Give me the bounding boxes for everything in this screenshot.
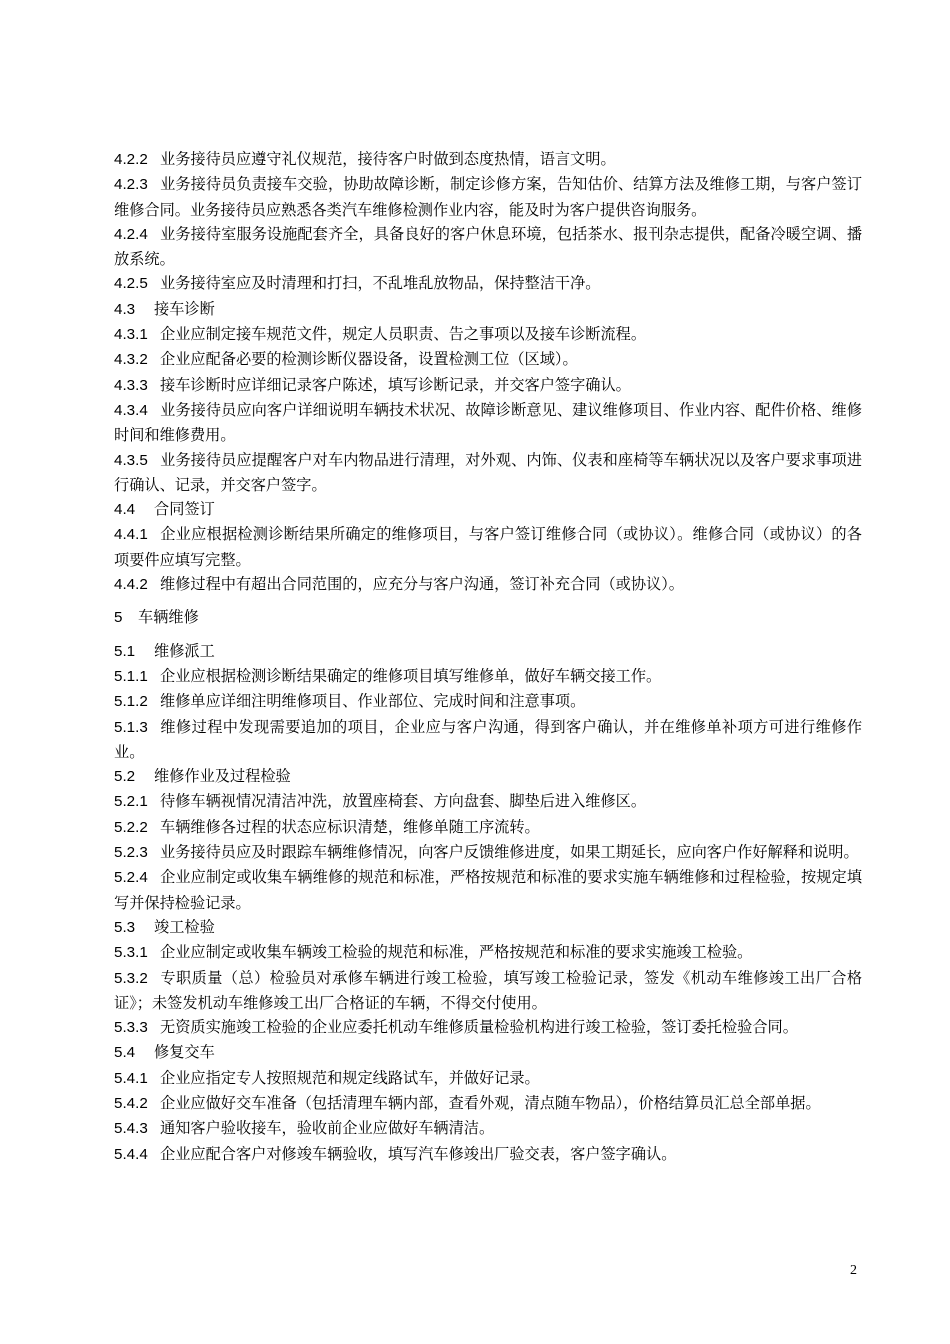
clause-paragraph xyxy=(114,1142,862,1167)
clause-paragraph xyxy=(114,966,862,1016)
clause-number: 4.3.3 xyxy=(114,376,148,394)
clause-number: 4.4 xyxy=(114,501,136,519)
section-heading xyxy=(114,915,862,940)
document-body xyxy=(114,147,862,1167)
clause-text: 企业应配合客户对修竣车辆验收，填写汽车修竣出厂验交表，客户签字确认。 xyxy=(160,1144,677,1163)
clause-paragraph xyxy=(114,522,862,572)
clause-number: 5.4.4 xyxy=(114,1145,148,1163)
clause-text: 企业应制定接车规范文件，规定人员职责、告之事项以及接车诊断流程。 xyxy=(160,325,646,344)
clause-text: 合同签订 xyxy=(154,500,215,519)
clause-paragraph xyxy=(114,840,862,865)
clause-text: 企业应根据检测诊断结果所确定的维修项目，与客户签订维修合同（或协议）。维修合同（或协议）的各项要件应填写完整。 xyxy=(114,525,862,569)
clause-number: 5.4 xyxy=(114,1044,136,1062)
clause-paragraph xyxy=(114,373,862,398)
clause-number: 4.4.1 xyxy=(114,526,148,544)
clause-number: 5.3.2 xyxy=(114,969,148,987)
clause-paragraph xyxy=(114,398,862,448)
clause-paragraph xyxy=(114,689,862,714)
clause-number: 5 xyxy=(114,609,123,627)
clause-number: 4.2.2 xyxy=(114,151,148,168)
clause-text: 企业应制定或收集车辆竣工检验的规范和标准，严格按规范和标准的要求实施竣工检验。 xyxy=(160,943,753,962)
clause-paragraph xyxy=(114,271,862,296)
clause-text: 企业应做好交车准备（包括清理车辆内部，查看外观，清点随车物品），价格结算员汇总全部单据。 xyxy=(160,1093,821,1112)
clause-text: 业务接待室服务设施配套齐全，具备良好的客户休息环境，包括茶水、报刊杂志提供，配备冷暖空调、播放系统。 xyxy=(114,224,862,269)
clause-text: 修复交车 xyxy=(154,1043,215,1062)
clause-number: 5.1.2 xyxy=(114,693,148,711)
clause-text: 车辆维修各过程的状态应标识清楚，维修单随工序流转。 xyxy=(160,817,540,836)
clause-paragraph xyxy=(114,715,862,765)
clause-text: 维修过程中有超出合同范围的，应充分与客户沟通，签订补充合同（或协议）。 xyxy=(160,575,684,594)
clause-number: 5.3.3 xyxy=(114,1019,148,1037)
clause-text: 企业应根据检测诊断结果确定的维修项目填写维修单，做好车辆交接工作。 xyxy=(160,666,662,685)
clause-text: 维修作业及过程检验 xyxy=(154,767,291,786)
clause-paragraph xyxy=(114,789,862,814)
clause-text: 接车诊断 xyxy=(154,299,215,318)
section-heading xyxy=(114,1040,862,1065)
clause-number: 4.4.2 xyxy=(114,576,148,594)
clause-text: 业务接待室应及时清理和打扫，不乱堆乱放物品，保持整洁干净。 xyxy=(160,274,601,293)
clause-paragraph xyxy=(114,222,862,272)
clause-paragraph xyxy=(114,940,862,965)
clause-number: 4.3.2 xyxy=(114,351,148,369)
clause-text: 无资质实施竣工检验的企业应委托机动车维修质量检验机构进行竣工检验，签订委托检验合同。 xyxy=(160,1018,798,1037)
clause-number: 4.3 xyxy=(114,300,136,318)
clause-number: 4.3.1 xyxy=(114,326,148,344)
clause-text: 业务接待员应遵守礼仪规范，接待客户时做到态度热情，语言文明。 xyxy=(160,150,616,168)
clause-text: 维修派工 xyxy=(154,641,215,660)
clause-paragraph xyxy=(114,172,862,222)
clause-number: 5.1.1 xyxy=(114,667,148,685)
clause-text: 专职质量（总）检验员对承修车辆进行竣工检验，填写竣工检验记录，签发《机动车维修竣工出厂合格证》；未签发机动车维修竣工出厂合格证的车辆，不得交付使用。 xyxy=(114,968,862,1012)
clause-number: 4.2.3 xyxy=(114,176,148,194)
clause-paragraph xyxy=(114,815,862,840)
clause-paragraph xyxy=(114,322,862,347)
clause-text: 业务接待员应提醒客户对车内物品进行清理，对外观、内饰、仪表和座椅等车辆状况以及客户要求事项进行确认、记录，并交客户签字。 xyxy=(114,450,862,494)
clause-number: 5.2.4 xyxy=(114,869,148,887)
chapter-heading xyxy=(114,605,862,630)
clause-number: 5.1 xyxy=(114,642,136,660)
clause-number: 4.3.4 xyxy=(114,401,148,419)
clause-number: 5.2.1 xyxy=(114,793,148,811)
clause-text: 企业应指定专人按照规范和规定线路试车，并做好记录。 xyxy=(160,1068,540,1087)
clause-number: 5.2.3 xyxy=(114,844,148,862)
clause-paragraph xyxy=(114,1116,862,1141)
clause-number: 5.1.3 xyxy=(114,718,148,736)
clause-text: 业务接待员应及时跟踪车辆维修情况，向客户反馈维修进度，如果工期延长，应向客户作好解释和说明。 xyxy=(160,843,859,862)
clause-text: 业务接待员负责接车交验，协助故障诊断，制定诊修方案，告知估价、结算方法及维修工期，与客户签订维修合同。业务接待员应熟悉各类汽车维修检测作业内容，能及时为客户提供咨询服务。 xyxy=(114,175,862,219)
clause-number: 4.2.4 xyxy=(114,225,148,243)
clause-paragraph xyxy=(114,147,862,172)
clause-number: 5.2 xyxy=(114,768,136,786)
clause-text: 待修车辆视情况清洁冲洗，放置座椅套、方向盘套、脚垫后进入维修区。 xyxy=(160,792,646,811)
clause-number: 5.3 xyxy=(114,918,136,936)
clause-paragraph xyxy=(114,448,862,498)
clause-number: 5.4.3 xyxy=(114,1120,148,1138)
clause-number: 4.3.5 xyxy=(114,451,148,469)
clause-text: 通知客户验收接车，验收前企业应做好车辆清洁。 xyxy=(160,1119,495,1138)
section-heading xyxy=(114,497,862,522)
clause-text: 企业应制定或收集车辆维修的规范和标准，严格按规范和标准的要求实施车辆维修和过程检验，按规定填写并保持检验记录。 xyxy=(114,868,862,912)
clause-paragraph xyxy=(114,1066,862,1091)
page-number: 2 xyxy=(850,1263,857,1278)
clause-text: 车辆维修 xyxy=(138,608,199,627)
clause-paragraph xyxy=(114,572,862,597)
clause-paragraph xyxy=(114,1015,862,1040)
section-heading xyxy=(114,297,862,322)
clause-number: 5.3.1 xyxy=(114,944,148,962)
clause-text: 接车诊断时应详细记录客户陈述，填写诊断记录，并交客户签字确认。 xyxy=(160,375,631,394)
clause-paragraph xyxy=(114,1091,862,1116)
clause-text: 维修单应详细注明维修项目、作业部位、完成时间和注意事项。 xyxy=(160,692,586,711)
clause-number: 4.2.5 xyxy=(114,275,148,293)
clause-text: 维修过程中发现需要追加的项目，企业应与客户沟通，得到客户确认，并在维修单补项方可进行维修作业。 xyxy=(114,717,862,761)
clause-text: 企业应配备必要的检测诊断仪器设备，设置检测工位（区域）。 xyxy=(160,350,578,369)
section-heading xyxy=(114,764,862,789)
clause-paragraph xyxy=(114,664,862,689)
clause-number: 5.4.2 xyxy=(114,1094,148,1112)
clause-number: 5.4.1 xyxy=(114,1069,148,1087)
clause-text: 业务接待员应向客户详细说明车辆技术状况、故障诊断意见、建议维修项目、作业内容、配件价格、维修时间和维修费用。 xyxy=(114,400,862,445)
clause-text: 竣工检验 xyxy=(154,917,215,936)
clause-paragraph xyxy=(114,865,862,915)
section-heading xyxy=(114,639,862,664)
clause-paragraph xyxy=(114,347,862,372)
clause-number: 5.2.2 xyxy=(114,818,148,836)
